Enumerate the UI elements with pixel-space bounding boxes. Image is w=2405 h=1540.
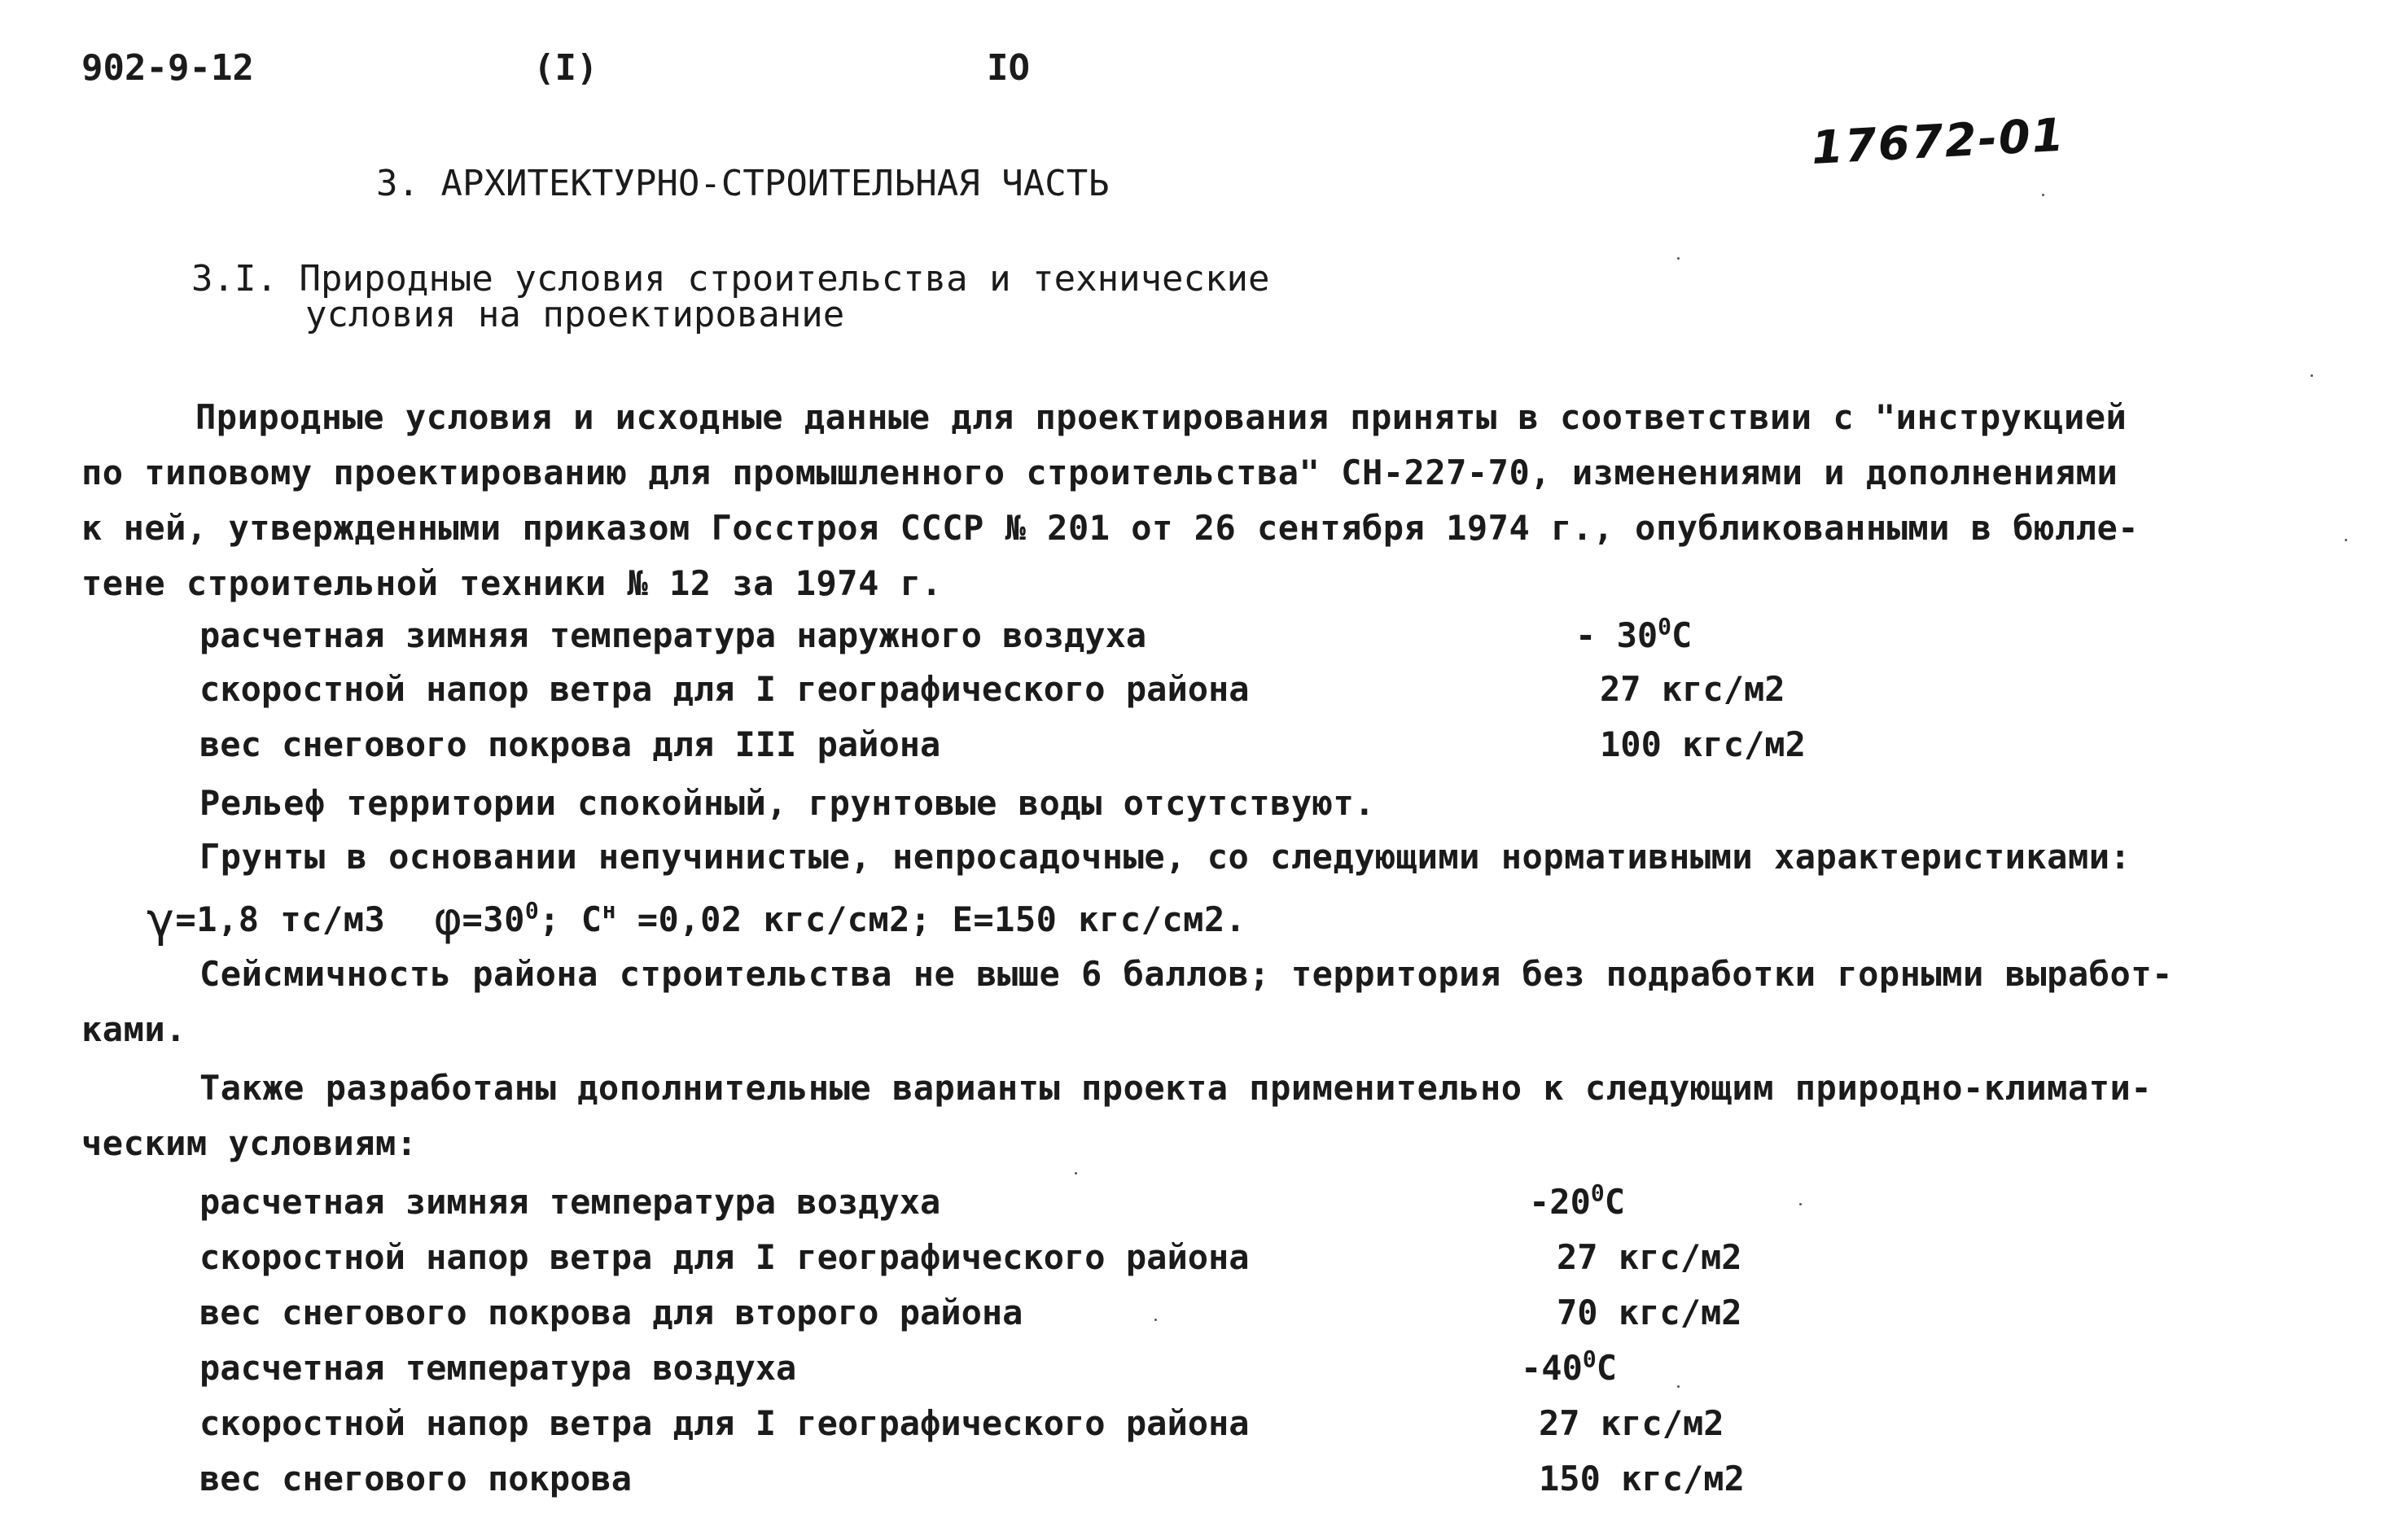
param-label: вес снегового покрова для III района bbox=[199, 724, 941, 764]
param-label: скоростной напор ветра для I географического района bbox=[199, 669, 1250, 709]
page-number: IO bbox=[987, 47, 1030, 89]
soils-line-1: Грунты в основании непучинистые, непросадочные, со следующими нормативными характеристиками: bbox=[199, 837, 2131, 877]
phi-symbol: φ bbox=[434, 893, 462, 946]
param-value: 100 кгс/м2 bbox=[1600, 724, 1806, 764]
variant-param-label: расчетная температура воздуха bbox=[199, 1348, 797, 1388]
variant-param-value: 27 кгс/м2 bbox=[1539, 1403, 1724, 1443]
variant-param-label: расчетная зимняя температура воздуха bbox=[199, 1182, 941, 1222]
param-value: 27 кгс/м2 bbox=[1600, 669, 1785, 709]
param-row bbox=[199, 615, 1146, 655]
scan-speck bbox=[1154, 1319, 1157, 1321]
subsection-title-line2: условия на проектирование bbox=[305, 294, 845, 335]
param-label: расчетная зимняя температура наружного воздуха bbox=[199, 615, 1147, 655]
variant-param-label: скоростной напор ветра для I географического района bbox=[199, 1403, 1250, 1443]
variant-param-value: 70 кгс/м2 bbox=[1557, 1293, 1742, 1332]
variant-param-value: $-40^0С$ bbox=[1521, 1345, 1618, 1388]
variant-param-label: вес снегового покрова bbox=[199, 1459, 633, 1498]
document-code: 902-9-12 bbox=[81, 47, 254, 89]
intro-line-2: по типовому проектированию для промышленного строительства" СН-227-70, изменениями и дополнениями bbox=[81, 453, 2118, 492]
scan-speck bbox=[2311, 374, 2313, 377]
scan-speck bbox=[1677, 1385, 1680, 1388]
variant-param-value: 27 кгс/м2 bbox=[1557, 1237, 1742, 1277]
variant-param-label: вес снегового покрова для второго района bbox=[199, 1293, 1023, 1332]
param-row bbox=[199, 669, 1250, 709]
scan-speck bbox=[1075, 1172, 1077, 1175]
seismic-line-2: ками. bbox=[81, 1009, 186, 1049]
intro-line-4: тене строительной техники № 12 за 1974 г. bbox=[81, 563, 943, 603]
variant-param-value: $-20^0С$ bbox=[1529, 1179, 1626, 1222]
volume-number: (I) bbox=[533, 47, 598, 89]
intro-line-1: Природные условия и исходные данные для проектирования приняты в соответствии с "инструкцией bbox=[195, 397, 2127, 437]
section-title: 3. АРХИТЕКТУРНО-СТРОИТЕЛЬНАЯ ЧАСТЬ bbox=[376, 163, 1110, 204]
scan-speck bbox=[2042, 194, 2044, 196]
archive-number-handwritten: 17672-01 bbox=[1810, 108, 2067, 175]
relief-text: Рельеф территории спокойный, грунтовые воды отсутствуют. bbox=[199, 783, 1376, 823]
param-value: - $30^0С$ bbox=[1575, 613, 1693, 655]
variant-param-value: 150 кгс/м2 bbox=[1539, 1459, 1745, 1498]
param-row bbox=[199, 724, 940, 764]
scan-speck bbox=[2345, 539, 2347, 541]
gamma-symbol: γ bbox=[147, 892, 176, 947]
scan-speck bbox=[1677, 257, 1680, 260]
scan-speck bbox=[1799, 1203, 1802, 1205]
soils-characteristics: γ=1,8 тс/м3 $\varphi=30^0$; $С^н =0,02$ кгс/см2; Е=150 кгс/см2. bbox=[147, 892, 1246, 947]
variants-intro-line-2: ческим условиям: bbox=[81, 1123, 418, 1163]
variants-intro-line-1: Также разработаны дополнительные варианты проекта применительно к следующим природно-климати- bbox=[199, 1068, 2153, 1108]
subsection-title-line1: 3.I. Природные условия строительства и технические bbox=[191, 258, 1270, 300]
seismic-line-1: Сейсмичность района строительства не выше 6 баллов; территория без подработки горными выработ- bbox=[199, 954, 2173, 994]
variant-param-label: скоростной напор ветра для I географического района bbox=[199, 1237, 1250, 1277]
intro-line-3: к ней, утвержденными приказом Госстроя СССР № 201 от 26 сентября 1974 г., опубликованными в бюлле- bbox=[81, 508, 2140, 548]
